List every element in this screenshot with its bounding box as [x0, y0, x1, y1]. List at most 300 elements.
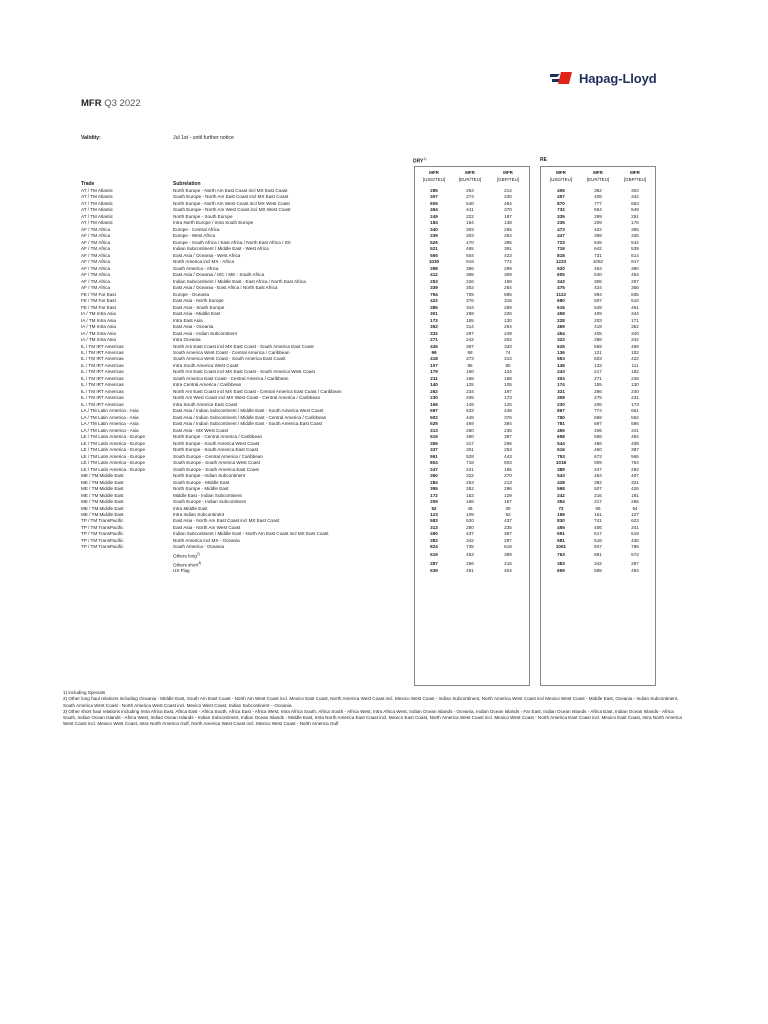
rate-cell: 136	[557, 350, 565, 355]
subrelation-cell: Intra Central America / Caribbean	[173, 382, 242, 388]
rate-cell: 526	[430, 239, 438, 245]
rate-cell: 303	[466, 233, 474, 239]
rate-cell: 917	[631, 259, 639, 265]
subrelation-cell: North Europe - North Am East Coast incl MX East Coast	[173, 188, 288, 193]
rate-cell: 389	[557, 466, 565, 472]
subrelation-cell: East Asia - North Am East Coast incl MX East Coast	[173, 518, 280, 524]
rate-cell: 603	[504, 460, 512, 466]
rate-cell: 533	[466, 408, 474, 414]
rate-cell: 217	[594, 369, 602, 375]
rate-cell: 445	[430, 343, 438, 349]
rate-cell: 1061	[555, 544, 567, 550]
rate-cell: 322	[466, 473, 474, 479]
trade-cell: TP / TM TransPacific	[81, 524, 124, 530]
trade-cell: IL / TM IRT Americas	[81, 388, 124, 394]
subrelation-cell: Indian Subcontinent / Middle East - East Africa / North East Africa	[173, 278, 306, 284]
rate-cell: 174	[557, 382, 565, 388]
trade-cell: TP / TM TransPacific	[81, 531, 124, 537]
rate-cell: 226	[504, 311, 512, 317]
trade-cell: IL / TM IRT Americas	[81, 395, 124, 401]
rate-cell: 339	[430, 233, 438, 239]
trade-cell: TP / TM TransPacific	[81, 544, 124, 550]
rate-cell: 475	[557, 285, 565, 291]
rate-cell: 284	[430, 479, 438, 485]
rate-cell: 424	[594, 285, 602, 291]
rate-cell: 376	[504, 414, 512, 420]
subrelation-cell: Intra South America East Coast	[173, 401, 238, 407]
rate-cell: 507	[594, 486, 602, 492]
rate-cell: 288	[594, 337, 602, 343]
trade-cell: IA / TM Intra Asia	[81, 317, 116, 323]
rate-cell: 280	[466, 427, 474, 433]
rate-cell: 455	[557, 524, 565, 530]
rate-cell: 235	[504, 427, 512, 433]
subrelation-cell: East Asia - Indian Subcontinent	[173, 330, 237, 336]
rate-cell: 870	[557, 200, 565, 206]
rate-cell: 510	[631, 298, 639, 304]
rate-cell: 292	[631, 466, 639, 472]
subrelation-cell: North Am East Coast incl MX East Coast - Central America East Coast / Caribbean	[173, 388, 342, 394]
rate-cell: 418	[430, 356, 438, 362]
rate-cell: 387	[504, 434, 512, 440]
rate-cell: 718	[466, 460, 474, 466]
rate-cell: 460	[466, 434, 474, 440]
trade-cell: LA / TM Latin America - Asia	[81, 427, 139, 433]
subrelation-cell: East Asia / Oceania - West Africa	[173, 252, 241, 258]
trade-cell: FE / TM Far East	[81, 298, 116, 304]
rate-cell: 134	[504, 369, 512, 375]
rate-cell: 454	[557, 330, 565, 336]
rate-cell: 583	[430, 518, 438, 524]
rate-cell: 406	[557, 188, 565, 193]
rate-cell: 234	[466, 388, 474, 394]
rate-cell: 549	[631, 207, 639, 213]
subrelation-cell: Intra Indian Subcontinent	[173, 512, 225, 517]
rate-cell: 658	[557, 434, 565, 440]
rate-cell: 645	[594, 239, 602, 245]
logo-mark-icon	[549, 70, 573, 86]
trade-cell: ME / TM Middle East	[81, 492, 124, 498]
re-usd-header: MFR [USD/TEU]	[549, 170, 573, 182]
rate-cell: 313	[430, 427, 438, 433]
rate-cell: 157	[504, 499, 512, 505]
rate-cell: 335	[631, 233, 639, 239]
rate-cell: 130	[631, 382, 639, 388]
rate-cell: 171	[631, 317, 639, 323]
rate-cell: 1030	[428, 259, 440, 265]
rate-cell: 382	[594, 479, 602, 485]
subrelation-cell: East Asia - South Europe	[173, 304, 225, 310]
rate-cell: 172	[430, 492, 438, 498]
subrelation-cell: East Asia / Indian Subcontinent / Middle East - South America West Coast	[173, 408, 324, 414]
trade-cell: ME / TM Middle East	[81, 479, 124, 485]
trade-cell: AT / TM Atlantic	[81, 188, 113, 193]
rate-cell: 181	[631, 492, 639, 498]
rate-cell: 426	[631, 486, 639, 492]
rate-cell: 419	[594, 324, 602, 330]
trade-cell: FE / TM Far East	[81, 291, 116, 297]
rate-cell: 428	[557, 479, 565, 485]
trade-cell: IL / TM IRT Americas	[81, 343, 124, 349]
trade-cell: AT / TM Atlantic	[81, 194, 113, 200]
rate-cell: 368	[466, 272, 474, 278]
rate-cell: 528	[466, 453, 474, 459]
rate-cell: 454	[504, 200, 512, 206]
rate-cell: 994	[594, 291, 602, 297]
rate-cell: 235	[504, 524, 512, 530]
trade-cell: LA / TM Latin America - Asia	[81, 421, 139, 427]
trade-cell: IL / TM IRT Americas	[81, 356, 124, 362]
rate-cell: 204	[504, 337, 512, 343]
rate-cell: 490	[430, 531, 438, 537]
rate-cell: 581	[557, 537, 565, 543]
rate-cell: 257	[631, 278, 639, 284]
rate-cell: 408	[594, 194, 602, 200]
subrelation-cell: Intra Middle East	[173, 505, 208, 511]
rate-cell: 376	[466, 298, 474, 304]
rate-cell: 572	[631, 552, 639, 558]
rate-cell: 774	[594, 408, 602, 414]
rate-cell: 211	[430, 375, 438, 381]
rate-cell: 127	[631, 512, 639, 517]
rate-cell: 166	[430, 401, 438, 407]
rate-cell: 352	[631, 324, 639, 330]
rate-cell: 443	[504, 453, 512, 459]
rate-cell: 304	[631, 188, 639, 193]
rate-cell: 659	[557, 567, 565, 573]
rate-cell: 947	[594, 544, 602, 550]
trade-cell: TP / TM TransPacific	[81, 537, 124, 543]
rate-cell: 651	[631, 408, 639, 414]
rate-cell: 404	[504, 567, 512, 573]
rate-cell: 264	[504, 324, 512, 330]
subrelation-cell: South Europe - South America East Coast	[173, 466, 259, 472]
rate-cell: 287	[430, 561, 438, 567]
rate-cell: 266	[504, 440, 512, 446]
rate-cell: 408	[631, 440, 639, 446]
trade-cell: LE / TM Latin America - Europe	[81, 466, 146, 472]
rate-cell: 486	[594, 440, 602, 446]
trade-cell: LA / TM Latin America - Asia	[81, 414, 139, 420]
rate-cell: 422	[430, 298, 438, 304]
rate-cell: 355	[631, 226, 639, 232]
rate-cell: 317	[594, 499, 602, 505]
trade-cell: ME / TM Middle East	[81, 499, 124, 505]
rate-cell: 448	[466, 414, 474, 420]
rate-cell: 197	[504, 388, 512, 394]
rate-cell: 214	[504, 188, 512, 193]
rate-cell: 654	[594, 207, 602, 213]
trade-cell: AF / TM Africa	[81, 278, 111, 284]
rate-cell: 333	[504, 343, 512, 349]
trade-cell: ME / TM Middle East	[81, 505, 124, 511]
rate-cell: 395	[504, 239, 512, 245]
rate-cell: 503	[594, 356, 602, 362]
rate-cell: 697	[594, 421, 602, 427]
rate-cell: 672	[594, 453, 602, 459]
subrelation-cell: South Europe - North Am West Coast incl MX West Coast	[173, 207, 291, 213]
trade-cell: IA / TM Intra Asia	[81, 324, 116, 330]
rate-cell: 342	[631, 194, 639, 200]
rate-cell: 447	[557, 233, 565, 239]
rate-cell: 304	[557, 375, 565, 381]
rate-cell: 297	[466, 330, 474, 336]
trade-cell: AF / TM Africa	[81, 233, 111, 239]
subrelation-column-header: Subrelation	[173, 181, 201, 187]
rate-cell: 484	[594, 473, 602, 479]
subrelation-cell: North Am East Coast incl MX East Coast - South America West Coast	[173, 369, 315, 375]
rate-cell: 130	[504, 317, 512, 323]
rate-cell: 642	[594, 246, 602, 252]
rate-cell: 362	[594, 188, 602, 193]
trade-cell: AT / TM Atlantic	[81, 220, 113, 226]
rate-cell: 275	[594, 395, 602, 401]
rate-cell: 565	[430, 252, 438, 258]
rate-cell: 121	[594, 350, 602, 355]
subrelation-cell: South America East Coast - Central America / Caribbean	[173, 375, 289, 381]
rate-cell: 337	[430, 447, 438, 453]
rate-cell: 209	[594, 220, 602, 226]
subrelation-cell: East Asia / Indian Subcontinent / Middle East - South America East Coast	[173, 421, 323, 427]
rate-cell: 804	[430, 460, 438, 466]
rate-cell: 173	[504, 395, 512, 401]
trade-cell: LE / TM Latin America - Europe	[81, 440, 146, 446]
rate-cell: 354	[557, 499, 565, 505]
rate-cell: 607	[594, 298, 602, 304]
rate-cell: 99	[431, 350, 437, 355]
rate-cell: 341	[631, 524, 639, 530]
rate-cell: 287	[631, 561, 639, 567]
rate-cell: 341	[631, 427, 639, 433]
footnote: 2) Other long haul relations including Oceania - Middle East, South Am East Coast - North Am West Coast incl. Mexico East Coast, North America West Coast incl. Mexico West Coast - Indian Subcontinent, North America West Coast incl Mexico West Coast - Middle East, Oceania - Indian Subcontinent, South America West Coast - North America West Coast incl. Mexico West Coast, Indian Subcontinent – Oceania	[63, 696, 679, 708]
title-main: MFR	[81, 98, 102, 109]
rate-cell: 544	[557, 440, 565, 446]
rate-cell: 182	[631, 369, 639, 375]
rate-cell: 515	[430, 434, 438, 440]
rate-cell: 253	[466, 479, 474, 485]
rate-cell: 777	[594, 200, 602, 206]
rate-cell: 339	[430, 285, 438, 291]
rate-cell: 796	[631, 544, 639, 550]
rate-cell: 74	[505, 350, 511, 355]
rate-cell: 504	[466, 252, 474, 258]
rate-cell: 242	[631, 337, 639, 343]
rate-cell: 423	[504, 252, 512, 258]
rate-cell: 203	[594, 317, 602, 323]
rate-cell: 226	[466, 278, 474, 284]
rate-cell: 383	[557, 561, 565, 567]
rate-cell: 669	[594, 414, 602, 420]
rate-cell: 173	[631, 401, 639, 407]
rate-cell: 373	[466, 356, 474, 362]
rate-cell: 398	[430, 265, 438, 271]
re-section-label: RE	[540, 157, 547, 163]
subrelation-cell: East Asia / Oceania - East Africa / North East Africa	[173, 285, 278, 291]
rate-cell: 460	[594, 447, 602, 453]
subrelation-cell: Middle East - Indian Subcontinent	[173, 492, 242, 498]
trade-cell: LE / TM Latin America - Europe	[81, 434, 146, 440]
subrelation-cell: Intra South America West Coast	[173, 362, 239, 368]
rate-cell: 559	[594, 343, 602, 349]
rate-cell: 254	[504, 233, 512, 239]
rate-cell: 299	[594, 213, 602, 219]
subrelation-cell: Europe - South Africa / East Africa / North East Africa / IOI	[173, 239, 291, 245]
page-title	[81, 98, 141, 109]
rate-cell: 437	[466, 531, 474, 537]
rate-cell: 691	[557, 531, 565, 537]
subrelation-cell: North Am East Coast incl MX East Coast - South America East Coast	[173, 343, 314, 349]
rate-cell: 615	[557, 304, 565, 310]
rate-cell: 129	[504, 492, 512, 498]
rate-cell: 301	[466, 447, 474, 453]
rate-cell: 909	[594, 460, 602, 466]
rate-cell: 605	[430, 200, 438, 206]
trade-cell: LE / TM Latin America - Europe	[81, 460, 146, 466]
trade-cell: AF / TM Africa	[81, 285, 111, 291]
rate-cell: 732	[557, 207, 565, 213]
rate-cell: 52	[431, 505, 437, 511]
rate-cell: 723	[557, 239, 565, 245]
rate-cell: 307	[430, 194, 438, 200]
rate-cell: 397	[466, 343, 474, 349]
trade-cell: AF / TM Africa	[81, 252, 111, 258]
rate-cell: 125	[504, 401, 512, 407]
rate-cell: 516	[557, 447, 565, 453]
rate-cell: 46	[467, 505, 473, 511]
rate-cell: 185	[504, 466, 512, 472]
rate-cell: 391	[504, 246, 512, 252]
rate-cell: 323	[557, 337, 565, 343]
rate-cell: 356	[631, 285, 639, 291]
rate-cell: 309	[504, 272, 512, 278]
subrelation-cell: North Am West Coast incl MX West Coast - Central America / Caribbean	[173, 395, 321, 401]
hapag-lloyd-logo	[549, 70, 657, 86]
subrelation-cell: Europe - Central Africa	[173, 226, 220, 232]
subrelation-cell: East Asia / Indian Subcontinent / Middle East - Central America / Caribbean	[173, 414, 327, 420]
rate-cell: 469	[466, 421, 474, 427]
rate-cell: 764	[631, 460, 639, 466]
trade-cell: IL / TM IRT Americas	[81, 375, 124, 381]
trade-cell: ME / TM Middle East	[81, 486, 124, 492]
rate-cell: 176	[631, 220, 639, 226]
rate-cell: 213	[504, 479, 512, 485]
rate-cell: 188	[466, 375, 474, 381]
subrelation-cell: East Asia - North Europe	[173, 298, 224, 304]
footnote: 3) Other short haul relations including Intra Africa East, Africa East - Africa South, Africa East - Africa West, Intra Africa South, Africa South - Africa West, Intra Africa West, Indian Ocean Islands - Oceania, Indian Ocean Islands - Far East, Indian Ocean Islands - Africa East, Indian Ocean Islands - Africa South, Indian Ocean Islands - Africa West, Indian Ocean Islands - Indian Subcontinent, Indian Ocean Islands - Middle East, Intra North America East Coast incl. Mexico East Coast, North America West Coast incl. Mexico West Coast - North America East Coast incl. Mexico East Coast, Intra North America West Coast incl. Mexico West Coast, Intra North America Gulf, North America West Coast incl. Mexico West Coast - North America Gulf	[63, 708, 682, 727]
re-gbp-header: MFR [GBP/TEU]	[623, 170, 647, 182]
rate-cell: 835	[631, 291, 639, 297]
rate-cell: 133	[594, 362, 602, 368]
rate-cell: 588	[594, 567, 602, 573]
rate-cell: 520	[557, 265, 565, 271]
subrelation-cell: North Europe - North Am West Coast incl MX West Coast	[173, 200, 290, 206]
rate-cell: 343	[557, 278, 565, 284]
subrelation-cell: Indian Subcontinent / Middle East - North Am East Coast incl MX East Coast	[173, 531, 329, 537]
rate-cell: 680	[557, 298, 565, 304]
rate-cell: 473	[557, 226, 565, 232]
rate-cell: 741	[594, 518, 602, 524]
rate-cell: 187	[504, 213, 512, 219]
rate-cell: 125	[466, 382, 474, 388]
trade-cell: AF / TM Africa	[81, 246, 111, 252]
rate-cell: 102	[631, 350, 639, 355]
subrelation-cell: South America - Africa	[173, 265, 219, 271]
rate-cell: 422	[594, 226, 602, 232]
subrelation-cell: South Europe - South America West Coast	[173, 460, 260, 466]
rate-cell: 719	[557, 246, 565, 252]
subrelation-cell: East Asia - MX West Coast	[173, 427, 229, 433]
rate-cell: 470	[466, 239, 474, 245]
trade-cell: AF / TM Africa	[81, 259, 111, 265]
rate-cell: 95	[467, 362, 473, 368]
rate-cell: 540	[466, 200, 474, 206]
rate-cell: 597	[430, 408, 438, 414]
subrelation-cell: North Europe - Middle East	[173, 486, 229, 492]
subrelation-cell: South America West Coast - South America East Coast	[173, 356, 286, 362]
rate-cell: 520	[466, 518, 474, 524]
rate-cell: 39	[505, 505, 511, 511]
rate-cell: 356	[466, 265, 474, 271]
trade-cell: IA / TM Intra Asia	[81, 337, 116, 343]
rate-cell: 830	[557, 518, 565, 524]
rate-cell: 395	[430, 486, 438, 492]
rate-cell: 158	[504, 375, 512, 381]
rate-cell: 481	[466, 567, 474, 573]
rate-cell: 824	[430, 544, 438, 550]
rate-cell: 155	[594, 382, 602, 388]
trade-cell: IA / TM Intra Asia	[81, 330, 116, 336]
subrelation-cell: Intra East Asia	[173, 317, 203, 323]
rate-cell: 105	[504, 382, 512, 388]
rate-cell: 286	[594, 388, 602, 394]
rate-cell: 247	[430, 466, 438, 472]
rate-cell: 464	[594, 265, 602, 271]
rate-cell: 72	[558, 505, 564, 511]
rate-cell: 565	[631, 453, 639, 459]
rate-cell: 271	[594, 375, 602, 381]
rate-cell: 818	[557, 252, 565, 258]
rate-cell: 753	[557, 453, 565, 459]
rate-cell: 409	[594, 311, 602, 317]
rate-cell: 88	[467, 350, 473, 355]
rate-cell: 539	[631, 246, 639, 252]
rate-cell: 383	[430, 537, 438, 543]
dry-usd-header: MFR [USD/TEU]	[422, 170, 446, 182]
rate-cell: 588	[594, 434, 602, 440]
trade-cell: LE / TM Latin America - Europe	[81, 453, 146, 459]
rate-cell: 308	[557, 395, 565, 401]
subrelation-cell: South America - Oceania	[173, 544, 225, 550]
trade-cell: ME / TM Middle East	[81, 473, 124, 479]
rate-cell: 549	[594, 304, 602, 310]
rate-cell: 387	[631, 447, 639, 453]
rate-cell: 399	[594, 233, 602, 239]
rate-cell: 249	[430, 213, 438, 219]
rate-cell: 568	[557, 486, 565, 492]
rate-cell: 494	[631, 567, 639, 573]
rate-cell: 109	[466, 512, 474, 517]
rate-cell: 111	[631, 362, 639, 368]
rate-cell: 763	[557, 552, 565, 558]
trade-cell: TP / TM TransPacific	[81, 518, 124, 524]
rate-cell: 1092	[592, 259, 604, 265]
rate-cell: 332	[430, 330, 438, 336]
rate-cell: 623	[631, 518, 639, 524]
validity-value: Jul 1st - until further notice	[173, 135, 234, 141]
trade-cell: AT / TM Atlantic	[81, 200, 113, 206]
rate-cell: 1223	[555, 259, 567, 265]
rate-cell: 344	[631, 311, 639, 317]
